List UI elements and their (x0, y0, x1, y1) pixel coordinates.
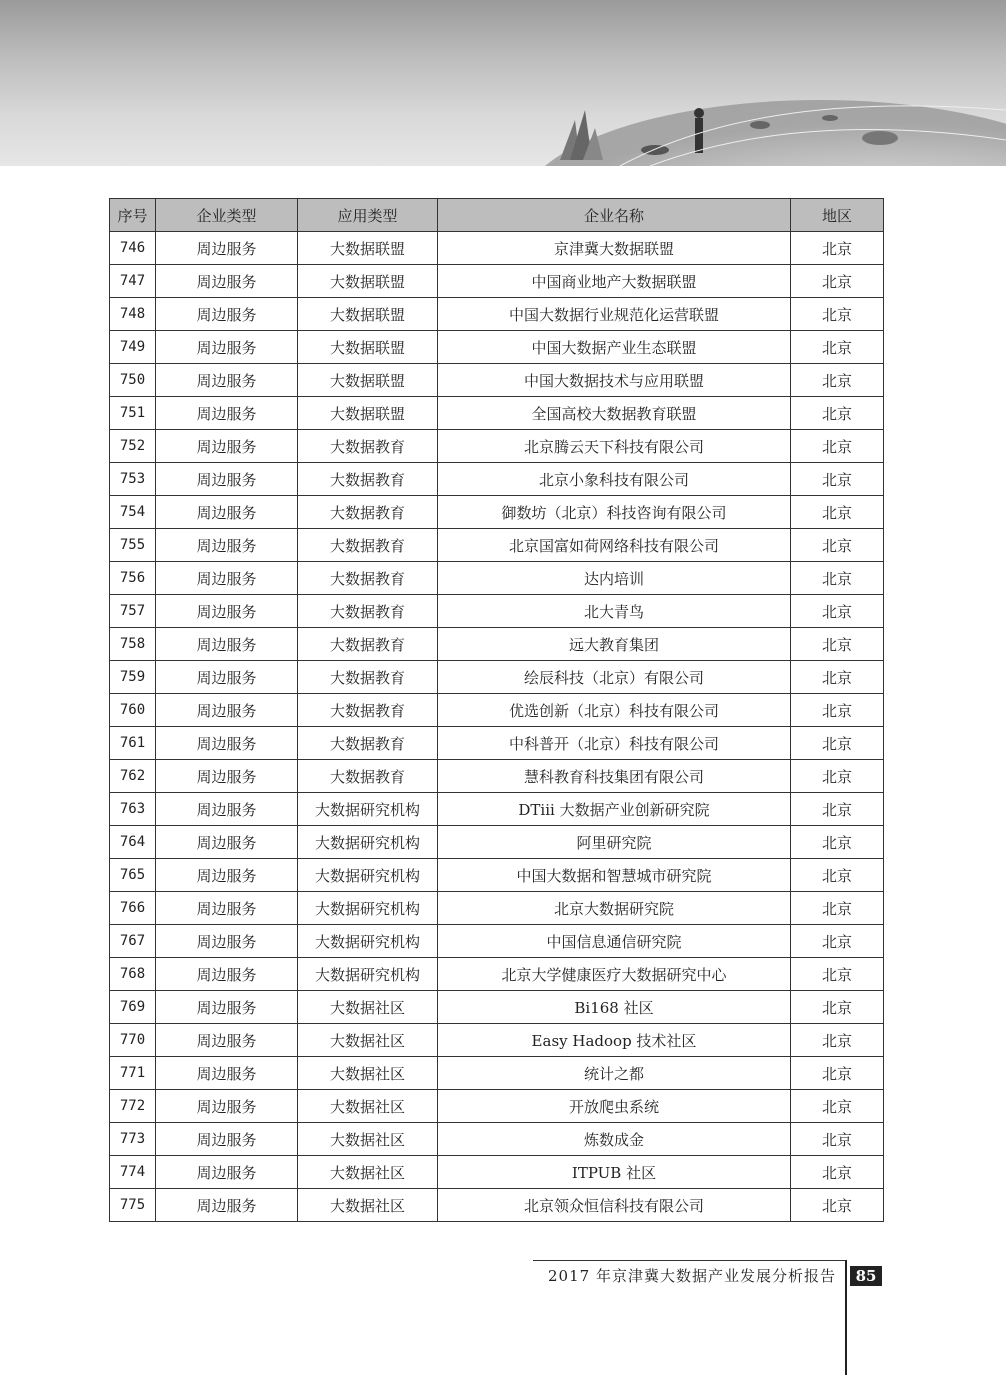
table-row (110, 529, 884, 562)
company-type-cell: 周边服务 (156, 661, 298, 694)
region-cell: 北京 (791, 595, 884, 628)
region-cell: 北京 (791, 628, 884, 661)
row-number-cell: 768 (110, 958, 156, 991)
company-name-cell: 阿里研究院 (438, 826, 791, 859)
table-row (110, 1189, 884, 1222)
company-type-cell: 周边服务 (156, 892, 298, 925)
table-row (110, 991, 884, 1024)
company-type-cell: 周边服务 (156, 859, 298, 892)
row-number-cell: 749 (110, 331, 156, 364)
table-row (110, 430, 884, 463)
row-number-cell: 766 (110, 892, 156, 925)
row-number-cell: 752 (110, 430, 156, 463)
application-type-cell: 大数据教育 (298, 760, 438, 793)
company-name-cell: 炼数成金 (438, 1123, 791, 1156)
application-type-cell: 大数据教育 (298, 496, 438, 529)
company-type-cell: 周边服务 (156, 430, 298, 463)
company-type-cell: 周边服务 (156, 1057, 298, 1090)
company-type-cell: 周边服务 (156, 958, 298, 991)
region-cell: 北京 (791, 727, 884, 760)
application-type-cell: 大数据研究机构 (298, 925, 438, 958)
table-row (110, 331, 884, 364)
row-number-cell: 767 (110, 925, 156, 958)
region-cell: 北京 (791, 1189, 884, 1222)
table-row (110, 1057, 884, 1090)
company-type-cell: 周边服务 (156, 529, 298, 562)
region-cell: 北京 (791, 925, 884, 958)
application-type-cell: 大数据社区 (298, 1090, 438, 1123)
company-type-cell: 周边服务 (156, 331, 298, 364)
company-name-cell: 慧科教育科技集团有限公司 (438, 760, 791, 793)
row-number-cell: 758 (110, 628, 156, 661)
company-name-cell: 北京腾云天下科技有限公司 (438, 430, 791, 463)
company-type-cell: 周边服务 (156, 727, 298, 760)
application-type-cell: 大数据教育 (298, 562, 438, 595)
region-cell: 北京 (791, 826, 884, 859)
header-banner (0, 0, 1006, 166)
footer-report-title: 2017 年京津冀大数据产业发展分析报告 (548, 1267, 836, 1285)
header-cell: 序号 (110, 199, 156, 232)
row-number-cell: 764 (110, 826, 156, 859)
region-cell: 北京 (791, 232, 884, 265)
table-row (110, 463, 884, 496)
company-type-cell: 周边服务 (156, 397, 298, 430)
region-cell: 北京 (791, 331, 884, 364)
application-type-cell: 大数据教育 (298, 595, 438, 628)
row-number-cell: 765 (110, 859, 156, 892)
row-number-cell: 774 (110, 1156, 156, 1189)
application-type-cell: 大数据教育 (298, 727, 438, 760)
table-row (110, 661, 884, 694)
table-row (110, 397, 884, 430)
header-globe-illustration (0, 0, 1006, 166)
application-type-cell: 大数据社区 (298, 1156, 438, 1189)
row-number-cell: 748 (110, 298, 156, 331)
company-type-cell: 周边服务 (156, 925, 298, 958)
company-name-cell: 北京大学健康医疗大数据研究中心 (438, 958, 791, 991)
region-cell: 北京 (791, 892, 884, 925)
company-name-cell: 开放爬虫系统 (438, 1090, 791, 1123)
company-name-cell: 中国信息通信研究院 (438, 925, 791, 958)
table-row (110, 562, 884, 595)
row-number-cell: 763 (110, 793, 156, 826)
row-number-cell: 770 (110, 1024, 156, 1057)
application-type-cell: 大数据社区 (298, 1123, 438, 1156)
company-type-cell: 周边服务 (156, 496, 298, 529)
table-row (110, 760, 884, 793)
company-type-cell: 周边服务 (156, 1090, 298, 1123)
company-name-cell: 北京小象科技有限公司 (438, 463, 791, 496)
company-name-cell: 北京领众恒信科技有限公司 (438, 1189, 791, 1222)
company-name-cell: 中国商业地产大数据联盟 (438, 265, 791, 298)
region-cell: 北京 (791, 463, 884, 496)
row-number-cell: 769 (110, 991, 156, 1024)
header-cell: 企业名称 (438, 199, 791, 232)
table-row (110, 1123, 884, 1156)
page-number: 85 (850, 1266, 882, 1286)
company-name-cell: 御数坊（北京）科技咨询有限公司 (438, 496, 791, 529)
header-cell: 应用类型 (298, 199, 438, 232)
company-type-cell: 周边服务 (156, 1189, 298, 1222)
table-row (110, 595, 884, 628)
table-row (110, 694, 884, 727)
company-name-cell: Bi168 社区 (438, 991, 791, 1024)
row-number-cell: 762 (110, 760, 156, 793)
company-type-cell: 周边服务 (156, 298, 298, 331)
application-type-cell: 大数据社区 (298, 1057, 438, 1090)
row-number-cell: 755 (110, 529, 156, 562)
application-type-cell: 大数据研究机构 (298, 958, 438, 991)
company-name-cell: 达内培训 (438, 562, 791, 595)
company-name-cell: 远大教育集团 (438, 628, 791, 661)
row-number-cell: 757 (110, 595, 156, 628)
company-type-cell: 周边服务 (156, 694, 298, 727)
table-row (110, 826, 884, 859)
row-number-cell: 750 (110, 364, 156, 397)
region-cell: 北京 (791, 397, 884, 430)
company-name-cell: 统计之都 (438, 1057, 791, 1090)
company-table (109, 198, 884, 1222)
application-type-cell: 大数据研究机构 (298, 859, 438, 892)
company-type-cell: 周边服务 (156, 1024, 298, 1057)
table-row (110, 265, 884, 298)
table-row (110, 727, 884, 760)
region-cell: 北京 (791, 1156, 884, 1189)
row-number-cell: 775 (110, 1189, 156, 1222)
table-header-row (110, 199, 884, 232)
company-name-cell: DTiii 大数据产业创新研究院 (438, 793, 791, 826)
region-cell: 北京 (791, 265, 884, 298)
company-type-cell: 周边服务 (156, 232, 298, 265)
row-number-cell: 773 (110, 1123, 156, 1156)
row-number-cell: 756 (110, 562, 156, 595)
region-cell: 北京 (791, 529, 884, 562)
application-type-cell: 大数据联盟 (298, 331, 438, 364)
table-row (110, 925, 884, 958)
footer-divider (533, 1260, 846, 1261)
company-type-cell: 周边服务 (156, 1156, 298, 1189)
region-cell: 北京 (791, 496, 884, 529)
header-cell: 地区 (791, 199, 884, 232)
table-row (110, 892, 884, 925)
row-number-cell: 747 (110, 265, 156, 298)
region-cell: 北京 (791, 694, 884, 727)
region-cell: 北京 (791, 298, 884, 331)
region-cell: 北京 (791, 1024, 884, 1057)
application-type-cell: 大数据教育 (298, 694, 438, 727)
company-type-cell: 周边服务 (156, 364, 298, 397)
region-cell: 北京 (791, 859, 884, 892)
company-name-cell: 中国大数据行业规范化运营联盟 (438, 298, 791, 331)
region-cell: 北京 (791, 793, 884, 826)
company-type-cell: 周边服务 (156, 1123, 298, 1156)
row-number-cell: 771 (110, 1057, 156, 1090)
application-type-cell: 大数据联盟 (298, 232, 438, 265)
region-cell: 北京 (791, 1123, 884, 1156)
company-name-cell: 优选创新（北京）科技有限公司 (438, 694, 791, 727)
company-name-cell: 北京国富如荷网络科技有限公司 (438, 529, 791, 562)
region-cell: 北京 (791, 430, 884, 463)
region-cell: 北京 (791, 562, 884, 595)
table-row (110, 793, 884, 826)
application-type-cell: 大数据联盟 (298, 265, 438, 298)
company-name-cell: 中国大数据技术与应用联盟 (438, 364, 791, 397)
table-row (110, 628, 884, 661)
table-body (110, 232, 884, 1222)
application-type-cell: 大数据联盟 (298, 298, 438, 331)
table-row (110, 1090, 884, 1123)
region-cell: 北京 (791, 661, 884, 694)
application-type-cell: 大数据社区 (298, 991, 438, 1024)
table-row (110, 1156, 884, 1189)
company-name-cell: 中科普开（北京）科技有限公司 (438, 727, 791, 760)
table-row (110, 232, 884, 265)
application-type-cell: 大数据教育 (298, 628, 438, 661)
company-name-cell: ITPUB 社区 (438, 1156, 791, 1189)
table-row (110, 298, 884, 331)
row-number-cell: 751 (110, 397, 156, 430)
application-type-cell: 大数据联盟 (298, 397, 438, 430)
footer-vertical-rule (845, 1260, 847, 1375)
table-row (110, 1024, 884, 1057)
row-number-cell: 759 (110, 661, 156, 694)
table-row (110, 364, 884, 397)
application-type-cell: 大数据教育 (298, 661, 438, 694)
region-cell: 北京 (791, 1090, 884, 1123)
company-type-cell: 周边服务 (156, 562, 298, 595)
company-name-cell: Easy Hadoop 技术社区 (438, 1024, 791, 1057)
company-name-cell: 北大青鸟 (438, 595, 791, 628)
application-type-cell: 大数据社区 (298, 1189, 438, 1222)
region-cell: 北京 (791, 760, 884, 793)
row-number-cell: 746 (110, 232, 156, 265)
company-name-cell: 中国大数据产业生态联盟 (438, 331, 791, 364)
table-row (110, 859, 884, 892)
company-type-cell: 周边服务 (156, 628, 298, 661)
company-name-cell: 京津冀大数据联盟 (438, 232, 791, 265)
row-number-cell: 753 (110, 463, 156, 496)
application-type-cell: 大数据教育 (298, 463, 438, 496)
company-type-cell: 周边服务 (156, 760, 298, 793)
region-cell: 北京 (791, 364, 884, 397)
header-cell: 企业类型 (156, 199, 298, 232)
region-cell: 北京 (791, 958, 884, 991)
company-type-cell: 周边服务 (156, 265, 298, 298)
table-row (110, 958, 884, 991)
application-type-cell: 大数据社区 (298, 1024, 438, 1057)
application-type-cell: 大数据研究机构 (298, 793, 438, 826)
company-type-cell: 周边服务 (156, 463, 298, 496)
company-name-cell: 北京大数据研究院 (438, 892, 791, 925)
region-cell: 北京 (791, 1057, 884, 1090)
row-number-cell: 754 (110, 496, 156, 529)
application-type-cell: 大数据研究机构 (298, 826, 438, 859)
company-type-cell: 周边服务 (156, 595, 298, 628)
company-name-cell: 绘辰科技（北京）有限公司 (438, 661, 791, 694)
table-row (110, 496, 884, 529)
company-type-cell: 周边服务 (156, 793, 298, 826)
row-number-cell: 772 (110, 1090, 156, 1123)
row-number-cell: 761 (110, 727, 156, 760)
company-name-cell: 全国高校大数据教育联盟 (438, 397, 791, 430)
company-type-cell: 周边服务 (156, 991, 298, 1024)
row-number-cell: 760 (110, 694, 156, 727)
company-type-cell: 周边服务 (156, 826, 298, 859)
application-type-cell: 大数据教育 (298, 430, 438, 463)
application-type-cell: 大数据研究机构 (298, 892, 438, 925)
application-type-cell: 大数据教育 (298, 529, 438, 562)
company-name-cell: 中国大数据和智慧城市研究院 (438, 859, 791, 892)
application-type-cell: 大数据联盟 (298, 364, 438, 397)
region-cell: 北京 (791, 991, 884, 1024)
